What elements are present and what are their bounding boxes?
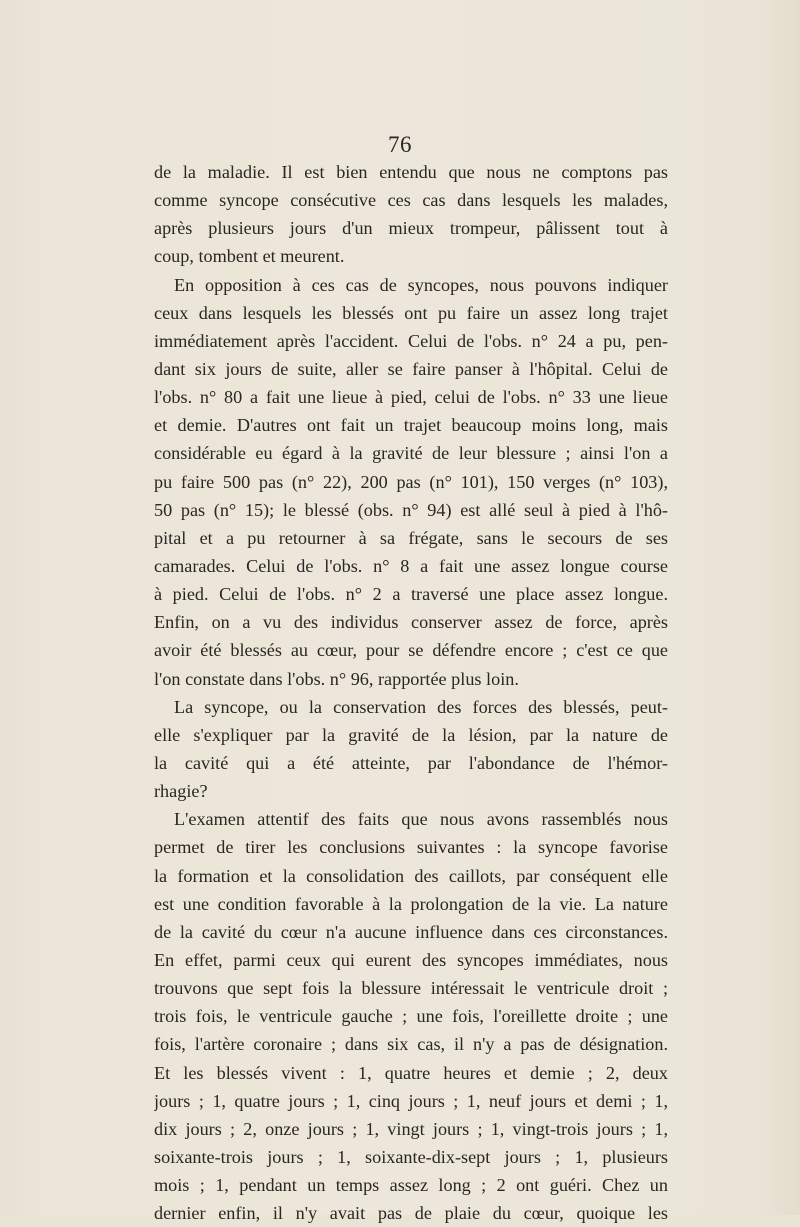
text-line: fois, l'artère coronaire ; dans six cas, il n'y a pas de désignation. [154, 1034, 668, 1055]
text-line: pital et a pu retourner à sa frégate, sans le secours de ses [154, 527, 668, 548]
text-line: la formation et la consolidation des caillots, par conséquent elle [154, 865, 668, 886]
text-line: dant six jours de suite, aller se faire panser à l'hôpital. Celui de [154, 358, 668, 379]
text-line: avoir été blessés au cœur, pour se défendre encore ; c'est ce que [154, 640, 668, 661]
text-line: à pied. Celui de l'obs. n° 2 a traversé une place assez longue. [154, 584, 668, 605]
text-line: dix jours ; 2, onze jours ; 1, vingt jours ; 1, vingt-trois jours ; 1, [154, 1118, 668, 1139]
text-line: est une condition favorable à la prolongation de la vie. La nature [154, 893, 668, 914]
text-line: mois ; 1, pendant un temps assez long ; 2 ont guéri. Chez un [154, 1175, 668, 1196]
text-line: dernier enfin, il n'y avait pas de plaie du cœur, quoique les [154, 1203, 668, 1224]
text-line: immédiatement après l'accident. Celui de l'obs. n° 24 a pu, pen- [154, 330, 668, 351]
text-line: ceux dans lesquels les blessés ont pu faire un assez long trajet [154, 302, 668, 323]
text-line: Et les blessés vivent : 1, quatre heures et demie ; 2, deux [154, 1062, 668, 1083]
text-line: L'examen attentif des faits que nous avons rassemblés nous [174, 809, 668, 830]
text-line: En opposition à ces cas de syncopes, nous pouvons indiquer [174, 274, 668, 295]
text-line: l'obs. n° 80 a fait une lieue à pied, celui de l'obs. n° 33 une lieue [154, 387, 668, 408]
text-line: la cavité qui a été atteinte, par l'abondance de l'hémor- [154, 752, 668, 773]
text-line: après plusieurs jours d'un mieux trompeur, pâlissent tout à [154, 218, 668, 239]
text-line: trois fois, le ventricule gauche ; une fois, l'oreillette droite ; une [154, 1006, 668, 1027]
text-line: camarades. Celui de l'obs. n° 8 a fait une assez longue course [154, 555, 668, 576]
text-line: En effet, parmi ceux qui eurent des syncopes immédiates, nous [154, 949, 668, 970]
text-line: de la cavité du cœur n'a aucune influence dans ces circonstances. [154, 921, 668, 942]
text-line: 50 pas (n° 15); le blessé (obs. n° 94) est allé seul à pied à l'hô- [154, 499, 668, 520]
page-number: 76 [388, 132, 412, 157]
text-line: et demie. D'autres ont fait un trajet beaucoup moins long, mais [154, 415, 668, 436]
text-line: Enfin, on a vu des individus conserver assez de force, après [154, 612, 668, 633]
body-text [154, 158, 668, 1227]
text-line: de la maladie. Il est bien entendu que nous ne comptons pas [154, 162, 668, 182]
text-line: pu faire 500 pas (n° 22), 200 pas (n° 101), 150 verges (n° 103), [154, 471, 668, 492]
text-line: trouvons que sept fois la blessure intéressait le ventricule droit ; [154, 978, 668, 999]
text-line: La syncope, ou la conservation des forces des blessés, peut- [174, 696, 668, 717]
text-line: l'on constate dans l'obs. n° 96, rapportée plus loin. [154, 668, 519, 689]
text-line: soixante-trois jours ; 1, soixante-dix-sept jours ; 1, plusieurs [154, 1146, 668, 1167]
text-line: considérable eu égard à la gravité de leur blessure ; ainsi l'on a [154, 443, 668, 464]
text-line: permet de tirer les conclusions suivantes : la syncope favorise [154, 837, 668, 858]
text-line: jours ; 1, quatre jours ; 1, cinq jours ; 1, neuf jours et demi ; 1, [154, 1090, 668, 1111]
text-line: comme syncope consécutive ces cas dans lesquels les malades, [154, 190, 668, 211]
text-line: rhagie? [154, 781, 208, 802]
text-line: elle s'expliquer par la gravité de la lésion, par la nature de [154, 724, 668, 745]
text-line: coup, tombent et meurent. [154, 246, 345, 267]
